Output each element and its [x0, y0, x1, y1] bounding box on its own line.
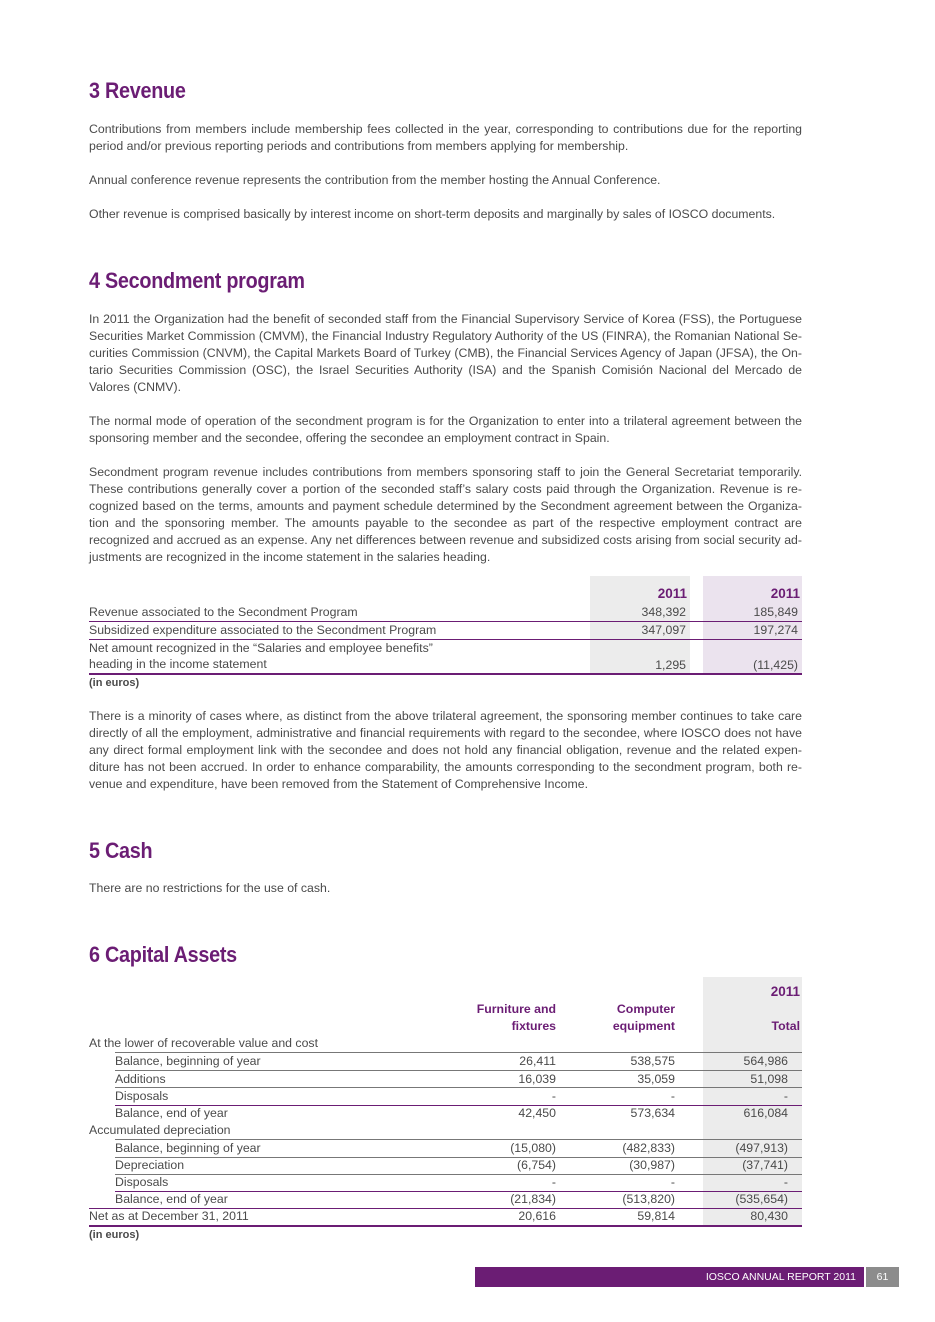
- header-line: fixtures: [511, 1019, 556, 1033]
- row-value: (30,987): [629, 1158, 675, 1172]
- section-title-secondment: 4 Secondment program: [89, 268, 305, 293]
- row-value: (15,080): [510, 1141, 556, 1155]
- row-value: 20,616: [518, 1209, 556, 1223]
- divider: [89, 1225, 802, 1227]
- section-title-capital-assets: 6 Capital Assets: [89, 942, 237, 967]
- table-row: [89, 1053, 802, 1070]
- row-value: -: [783, 1089, 788, 1103]
- row-value: 35,059: [637, 1072, 675, 1086]
- row-value: -: [783, 1175, 788, 1189]
- column-header-2011-b: 2011: [770, 586, 800, 601]
- row-label: Disposals: [115, 1175, 169, 1189]
- table-row: [89, 1105, 802, 1122]
- revenue-paragraph-1: Contributions from members include membership fees collected in the year, corresponding to contributions due for the reporting period and/or previous reporting periods and contributions from members applying for membership.: [89, 122, 802, 153]
- row-value: 573,634: [630, 1106, 675, 1120]
- secondment-paragraph-3: Secondment program revenue includes contributions from members sponsoring staff to join the General Secretariat temporarily. These contributions generally cover a portion of the seconded staff’s salary costs paid through the Organization. Revenue is re-cognized based on the terms, amounts and payment schedule determined by the Secondment agreement between the Organiza-tion and the sponsoring member. The amounts payable to the secondee as part of the respective employment contract are recognized and accrued as an expense. Any net differences between revenue and subsidized costs arising from social security ad-justments are recognized in the income statement in the salaries heading.: [89, 465, 802, 564]
- header-line: equipment: [612, 1019, 675, 1033]
- section-title-cash: 5 Cash: [89, 838, 153, 863]
- table-row: [89, 622, 802, 639]
- header-line: Computer: [616, 1002, 675, 1016]
- row-value: -: [551, 1175, 556, 1189]
- row-label: Balance, end of year: [115, 1106, 228, 1120]
- column-header-total: Total: [771, 1019, 800, 1033]
- row-value: (482,833): [622, 1141, 675, 1155]
- row-value: 348,392: [641, 605, 686, 619]
- capital-assets-table: [89, 977, 802, 1245]
- row-label: Balance, end of year: [115, 1192, 228, 1206]
- row-value: 51,098: [750, 1072, 788, 1086]
- revenue-paragraph-3: Other revenue is comprised basically by interest income on short-term deposits and marginally by sales of IOSCO documents.: [89, 207, 776, 221]
- group-label: Accumulated depreciation: [89, 1123, 231, 1137]
- row-value: 197,274: [753, 623, 798, 637]
- table-row: [89, 1071, 802, 1088]
- group-header: [89, 1122, 802, 1139]
- row-value: 347,097: [641, 623, 686, 637]
- row-value: 538,575: [630, 1054, 675, 1068]
- cash-paragraph: There are no restrictions for the use of cash.: [89, 881, 331, 895]
- table-row: [89, 1088, 802, 1105]
- row-label: Balance, beginning of year: [115, 1141, 261, 1155]
- row-label: Net as at December 31, 2011: [89, 1209, 249, 1223]
- row-value: (11,425): [753, 658, 798, 672]
- table-row: [89, 1174, 802, 1191]
- group-header: [89, 1035, 802, 1052]
- revenue-paragraph-2: Annual conference revenue represents the contribution from the member hosting the Annual Conference.: [89, 173, 661, 187]
- page-number: 61: [866, 1267, 899, 1287]
- unit-note: (in euros): [89, 677, 140, 689]
- divider: [89, 673, 802, 675]
- column-header-2011-a: 2011: [657, 586, 687, 601]
- column-header-computer: [569, 1001, 675, 1035]
- column-header-furniture: [449, 1001, 556, 1035]
- row-value: (21,834): [510, 1192, 556, 1206]
- row-label-continued: heading in the income statement: [89, 657, 267, 671]
- row-value: 80,430: [750, 1209, 788, 1223]
- row-label: Depreciation: [115, 1158, 185, 1172]
- row-value: 16,039: [518, 1072, 556, 1086]
- row-label: Disposals: [115, 1089, 169, 1103]
- header-line: Furniture and: [476, 1002, 556, 1016]
- row-label: Revenue associated to the Secondment Program: [89, 605, 358, 619]
- row-value: -: [670, 1089, 675, 1103]
- table-row: [89, 640, 802, 674]
- section-title-revenue: 3 Revenue: [89, 78, 186, 103]
- row-value: (6,754): [517, 1158, 556, 1172]
- row-value: -: [670, 1175, 675, 1189]
- row-label: Balance, beginning of year: [115, 1054, 261, 1068]
- row-value: 1,295: [655, 658, 686, 672]
- row-value: 59,814: [637, 1209, 675, 1223]
- row-value: 564,986: [743, 1054, 788, 1068]
- column-header-year: 2011: [770, 984, 800, 999]
- row-label: Net amount recognized in the “Salaries and employee benefits”: [89, 641, 433, 655]
- unit-note: (in euros): [89, 1229, 140, 1241]
- row-value: 26,411: [519, 1054, 556, 1068]
- secondment-paragraph-2: The normal mode of operation of the secondment program is for the Organization to enter into a trilateral agreement between the sponsoring member and the secondee, offering the secondee an employment contract in Spain.: [89, 414, 802, 445]
- footer-title: IOSCO ANNUAL REPORT 2011: [475, 1267, 864, 1287]
- row-value: -: [551, 1089, 556, 1103]
- table-row: [89, 604, 802, 621]
- table-row: [89, 1140, 802, 1157]
- row-label: Subsidized expenditure associated to the Secondment Program: [89, 623, 437, 637]
- table-row: [89, 1157, 802, 1174]
- row-value: 616,084: [743, 1106, 788, 1120]
- row-value: (513,820): [622, 1192, 675, 1206]
- secondment-paragraph-1: In 2011 the Organization had the benefit of seconded staff from the Financial Supervisory Service of Korea (FSS), the Portuguese Securities Market Commission (CMVM), the Financial Industry Regulatory Authority of the US (FINRA), the Romanian National Se-curities Commission (CNVM), the Capital Markets Board of Turkey (CMB), the Financial Services Agency of Japan (JFSA), the On-tario Securities Commission (OSC), the Israel Securities Authority (ISA) and the Spanish Comisión Nacional del Mercado de Valores (CNMV).: [89, 312, 802, 394]
- table-row-net: [89, 1208, 802, 1225]
- row-value: (37,741): [742, 1158, 788, 1172]
- group-label: At the lower of recoverable value and cost: [89, 1036, 318, 1050]
- table-row: [89, 1191, 802, 1208]
- row-label: Additions: [115, 1072, 166, 1086]
- row-value: 42,450: [518, 1106, 556, 1120]
- secondment-paragraph-4: There is a minority of cases where, as distinct from the above trilateral agreement, the sponsoring member continues to take care directly of all the employment, administrative and financial requirements with regard to the secondee, where IOSCO does not have any direct formal employment link with the secondee and does not hold any financial obligation, revenue and the related expen-diture has not been accrued. In order to enhance comparability, the amounts corresponding to the secondment program, both re-venue and expenditure, have been removed from the Statement of Comprehensive Income.: [89, 709, 802, 791]
- row-value: (497,913): [735, 1141, 788, 1155]
- secondment-table: [89, 576, 802, 691]
- row-value: (535,654): [735, 1192, 788, 1206]
- row-value: 185,849: [753, 605, 798, 619]
